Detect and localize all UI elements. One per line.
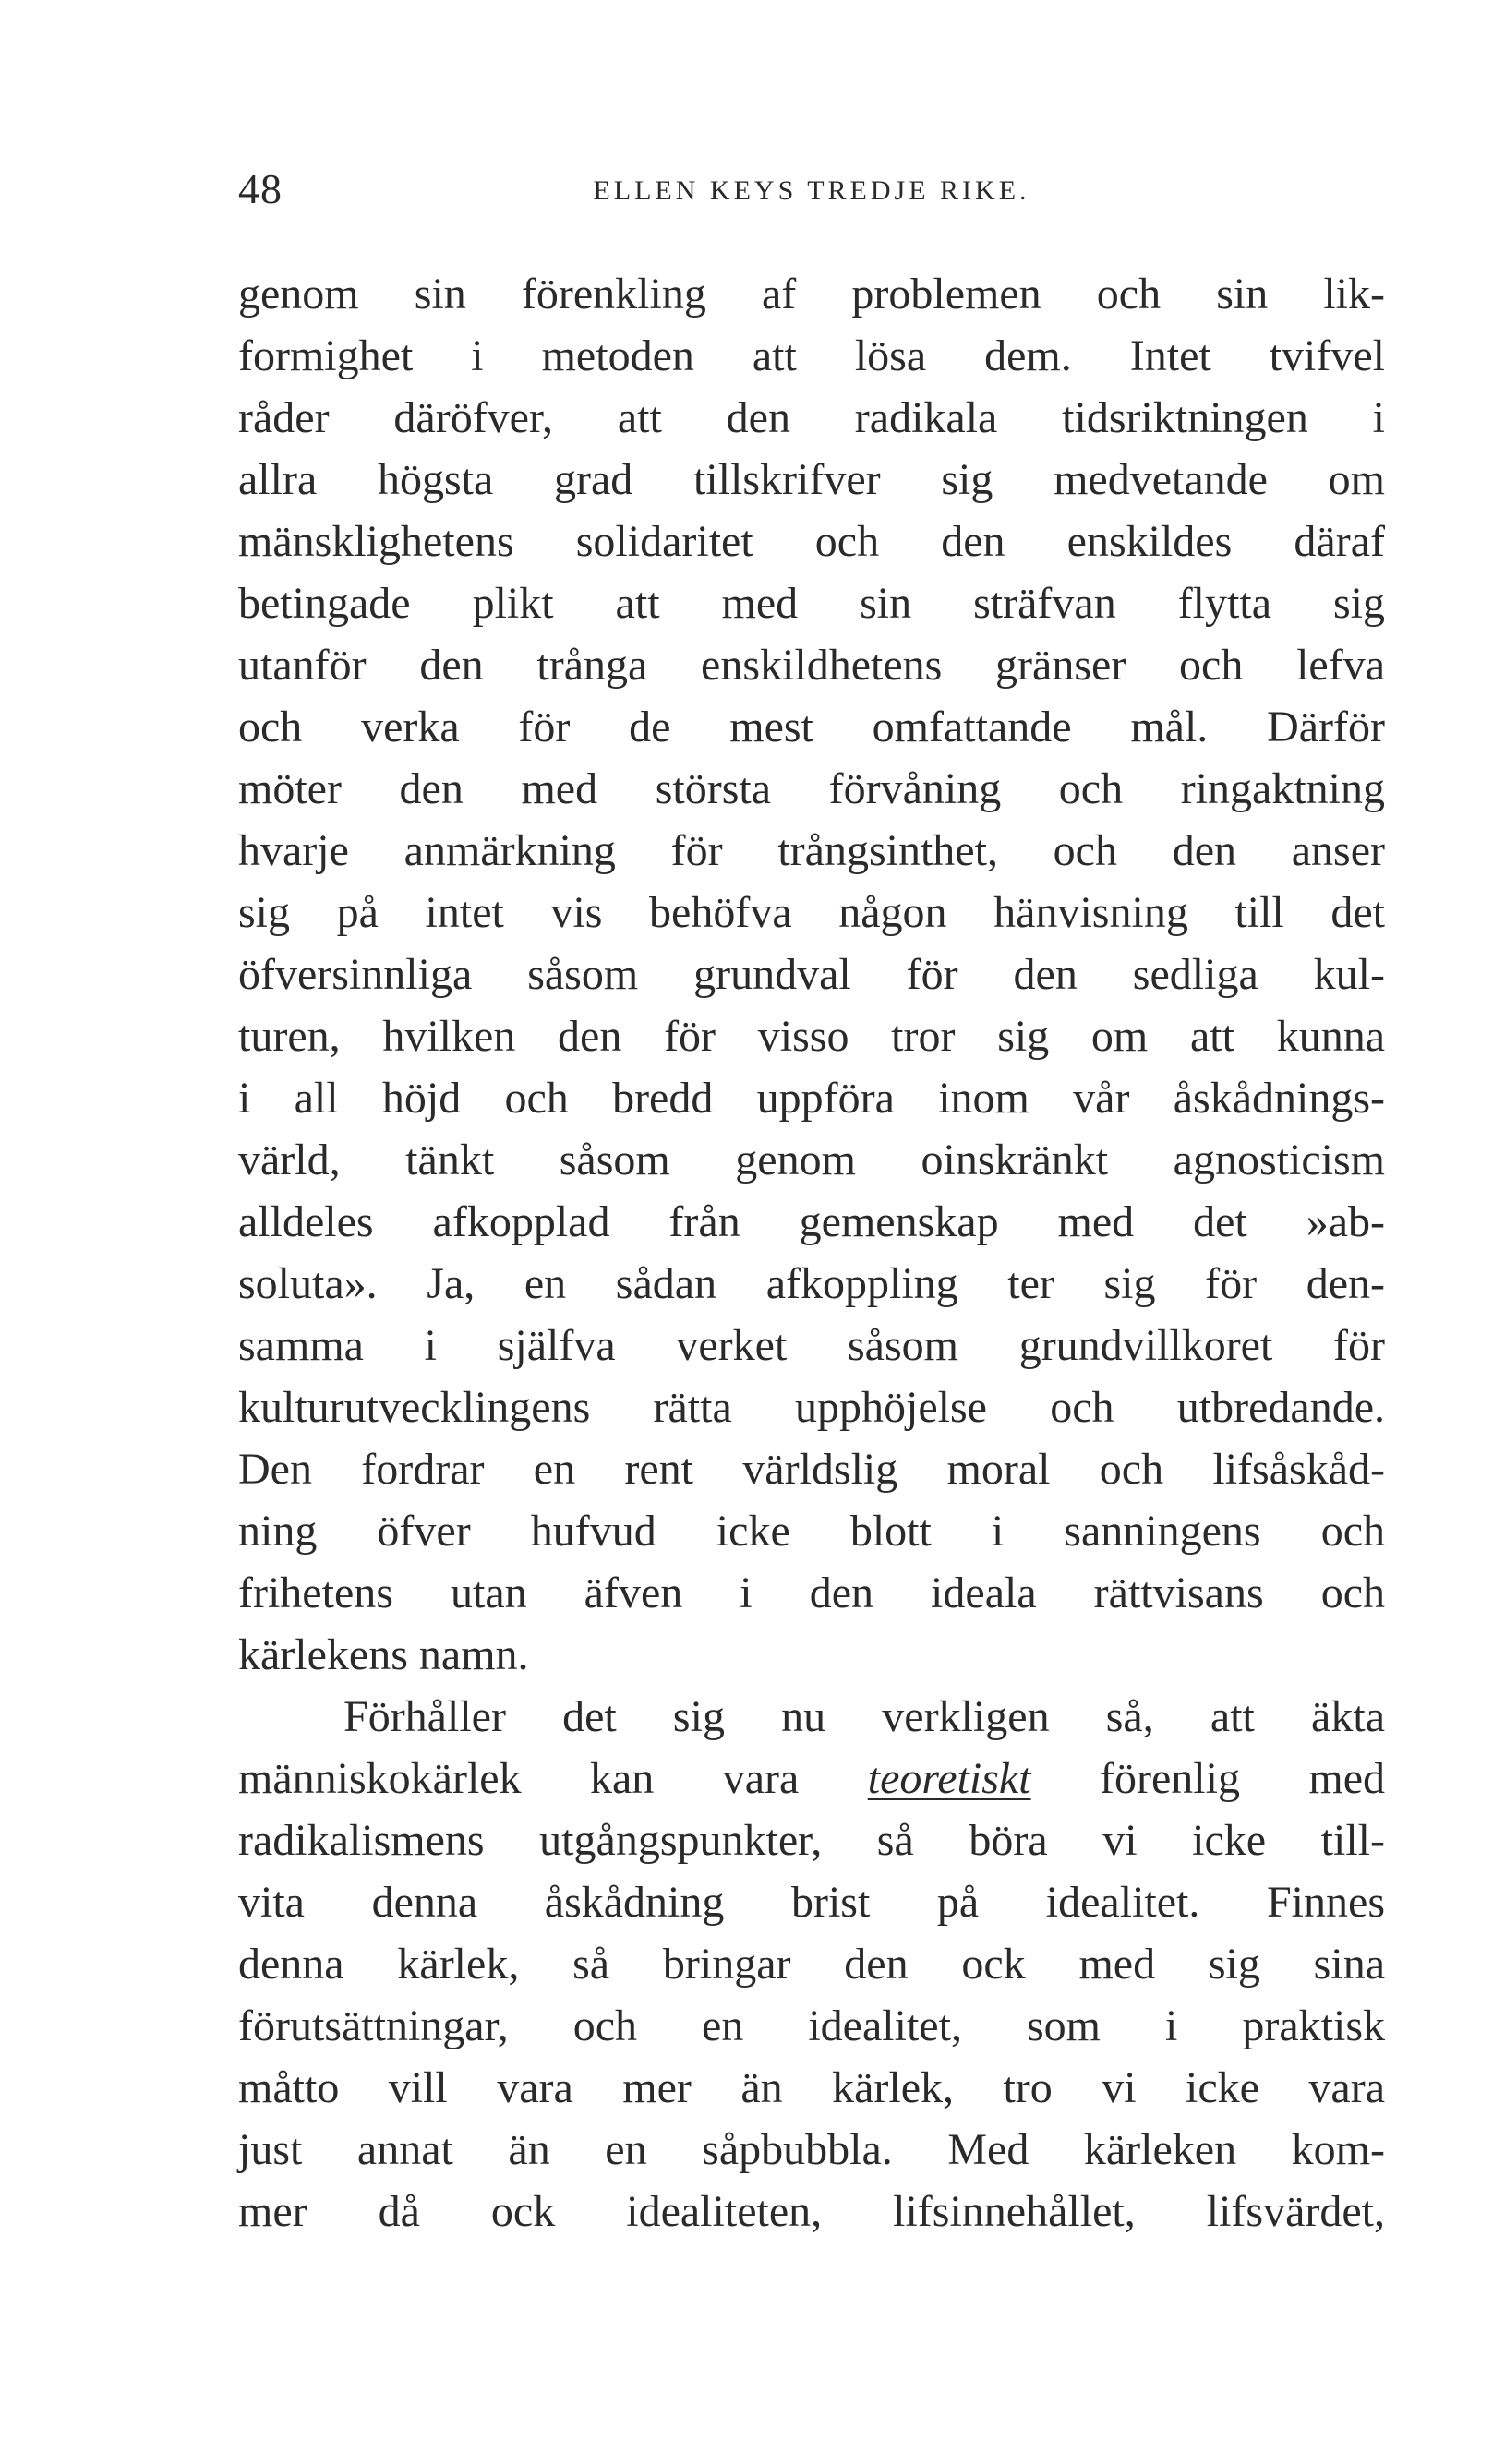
text-line: vita denna åskådning brist på idealitet. Finnes xyxy=(238,1878,1385,1927)
text-line: i all höjd och bredd uppföra inom vår åskådnings- xyxy=(238,1074,1385,1123)
text-line: genom sin förenkling af problemen och sin lik- xyxy=(238,270,1385,319)
text-line: mänsklighetens solidaritet och den enskildes däraf xyxy=(238,517,1385,566)
text-line: soluta». Ja, en sådan afkoppling ter sig för den- xyxy=(238,1259,1385,1308)
text-line: samma i själfva verket såsom grundvillkoret för xyxy=(238,1321,1385,1370)
text-line: denna kärlek, så bringar den ock med sig sina xyxy=(238,1940,1385,1989)
running-title: ELLEN KEYS TREDJE RIKE. xyxy=(593,175,1030,206)
text-line xyxy=(238,1748,1385,1809)
text-span: människokärlek kan vara xyxy=(238,1754,868,1803)
text-line: sig på intet vis behöfva någon hänvisning till det xyxy=(238,888,1385,937)
emphasized-word: teoretiskt xyxy=(867,1754,1031,1803)
text-line: utanför den trånga enskildhetens gränser och lefva xyxy=(238,641,1385,690)
text-line: betingade plikt att med sin sträfvan flytta sig xyxy=(238,579,1385,628)
text-line: ning öfver hufvud icke blott i sanningens och xyxy=(238,1507,1385,1556)
text-line: möter den med största förvåning och ringaktning xyxy=(238,764,1385,813)
text-line: radikalismens utgångspunkter, så böra vi icke till- xyxy=(238,1816,1385,1865)
text-line: hvarje anmärkning för trångsinthet, och den anser xyxy=(238,826,1385,875)
text-line: just annat än en såpbubbla. Med kärleken kom- xyxy=(238,2125,1385,2174)
text-line: kulturutvecklingens rätta upphöjelse och utbredande. xyxy=(238,1383,1385,1432)
text-line: frihetens utan äfven i den ideala rättvisans och xyxy=(238,1569,1385,1617)
text-line: alldeles afkopplad från gemenskap med det »ab- xyxy=(238,1197,1385,1246)
text-line: råder däröfver, att den radikala tidsriktningen i xyxy=(238,393,1385,442)
text-line: och verka för de mest omfattande mål. Därför xyxy=(238,703,1385,751)
paragraph-start-line: Förhåller det sig nu verkligen så, att äkta xyxy=(343,1692,1385,1741)
text-line: allra högsta grad tillskrifver sig medvetande om xyxy=(238,455,1385,504)
running-head xyxy=(238,164,1385,220)
text-line: öfversinnliga såsom grundval för den sedliga kul- xyxy=(238,950,1385,999)
text-line: formighet i metoden att lösa dem. Intet tvifvel xyxy=(238,331,1385,380)
text-line: måtto vill vara mer än kärlek, tro vi icke vara xyxy=(238,2063,1385,2112)
text-line: turen, hvilken den för visso tror sig om att kunna xyxy=(238,1012,1385,1061)
text-line: värld, tänkt såsom genom oinskränkt agnosticism xyxy=(238,1136,1385,1184)
page-number: 48 xyxy=(238,165,283,212)
text-line: mer då ock idealiteten, lifsinnehållet, lifsvärdet, xyxy=(238,2187,1385,2236)
body-text xyxy=(238,263,1385,2242)
text-line: Den fordrar en rent världslig moral och lifsåskåd- xyxy=(238,1445,1385,1494)
text-line: förutsättningar, och en idealitet, som i praktisk xyxy=(238,2001,1385,2050)
paragraph-end-line: kärlekens namn. xyxy=(238,1630,529,1679)
text-span: förenlig med xyxy=(1030,1754,1385,1803)
